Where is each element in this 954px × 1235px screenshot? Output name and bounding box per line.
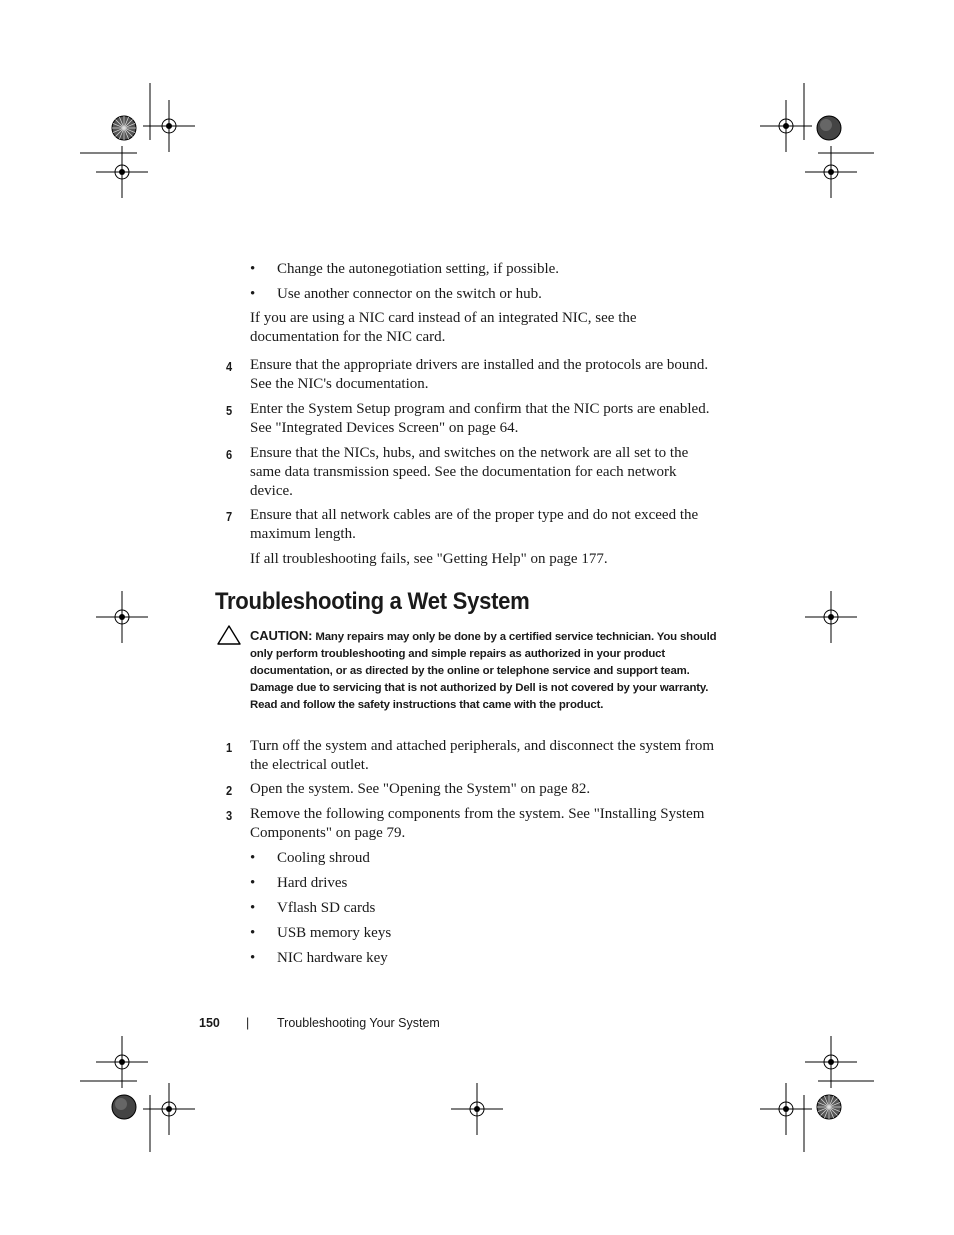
step-text: Ensure that the NICs, hubs, and switches on the network are all set to the same data transmission speed. See the documentation for each network device. [250,445,689,499]
step-number: 3 [226,808,233,823]
caution-triangle-icon [216,624,242,646]
bullet-glyph: • [250,900,256,916]
list-item-text: Cooling shroud [277,850,370,866]
step-text: Turn off the system and attached peripherals, and disconnect the system from the electrical outlet. [250,738,715,773]
step-text: Ensure that all network cables are of the proper type and do not exceed the maximum length. [250,507,699,542]
step-number: 6 [226,447,233,462]
bullet-glyph: • [250,850,256,866]
bullet-glyph: • [250,875,256,891]
step-text: Open the system. See "Opening the System" on page 82. [250,781,591,797]
fallback-note: If all troubleshooting fails, see "Getting Help" on page 177. [250,551,608,567]
bullet-glyph: • [250,950,256,966]
step-number: 5 [226,403,233,418]
list-item-text: Use another connector on the switch or hub. [277,286,542,302]
nic-note: If you are using a NIC card instead of an integrated NIC, see the documentation for the NIC card. [250,310,637,345]
footer-chapter: Troubleshooting Your System [277,1016,440,1030]
step-number: 4 [226,359,233,374]
section-title: Troubleshooting a Wet System [215,588,530,615]
step-number: 2 [226,783,233,798]
step-text: Ensure that the appropriate drivers are installed and the protocols are bound. See the NIC's documentation. [250,357,709,392]
page-number: 150 [199,1016,220,1030]
step-text: Remove the following components from the system. See "Installing System Components" on page 79. [250,806,705,841]
step-number: 7 [226,509,233,524]
bullet-glyph: • [250,261,256,277]
step-number: 1 [226,740,233,755]
step-text: Enter the System Setup program and confirm that the NIC ports are enabled. See "Integrated Devices Screen" on page 64. [250,401,710,436]
list-item-text: Hard drives [277,875,348,891]
footer-separator: | [246,1016,250,1030]
list-item-text: Change the autonegotiation setting, if possible. [277,261,560,277]
caution-text: Many repairs may only be done by a certified service technician. You should only perform troubleshooting and simple repairs as authorized in your product documentation, or as directed by the online or telephone service and support team. Damage due to servicing that is not authorized by Dell is not covered by your warranty. Read and follow the safety instructions that came with the product. [250,631,717,711]
bullet-glyph: • [250,286,256,302]
list-item-text: USB memory keys [277,925,392,941]
bullet-glyph: • [250,925,256,941]
caution-label: CAUTION: [250,628,313,643]
caution-notice [250,627,725,714]
list-item-text: Vflash SD cards [277,900,376,916]
list-item-text: NIC hardware key [277,950,388,966]
